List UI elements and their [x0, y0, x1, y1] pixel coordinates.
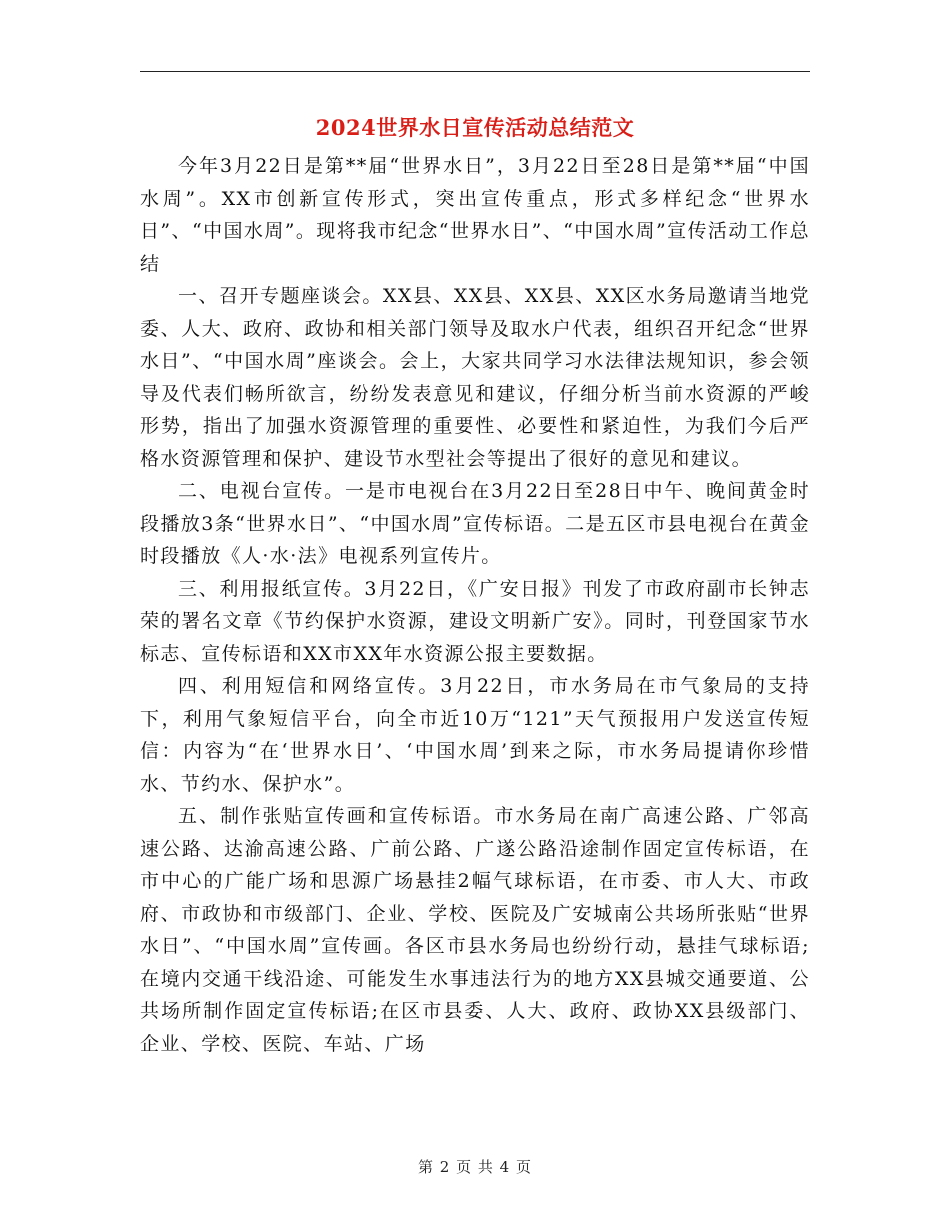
paragraph-intro: 今年3月22日是第**届“世界水日”，3月22日至28日是第**届“中国水周”。XX市创新宣传形式，突出宣传重点，形式多样纪念“世界水日”、“中国水周”。现将我市纪念“世界水日”、“中国水周”宣传活动工作总结	[140, 155, 810, 275]
paragraph-section-5: 五、制作张贴宣传画和宣传标语。市水务局在南广高速公路、广邻高速公路、达渝高速公路、广前公路、广遂公路沿途制作固定宣传标语，在市中心的广能广场和思源广场悬挂2幅气球标语，在市委、市人大、市政府、市政协和市级部门、企业、学校、医院及广安城南公共场所张贴“世界水日”、“中国水周”宣传画。各区市县水务局也纷纷行动，悬挂气球标语;在境内交通干线沿途、可能发生水事违法行为的地方XX县城交通要道、公共场所制作固定宣传标语;在区市县委、人大、政府、政协XX县级部门、企业、学校、医院、车站、广场	[140, 805, 810, 1055]
header-rule	[140, 71, 810, 72]
paragraph-section-3: 三、利用报纸宣传。3月22日，《广安日报》刊发了市政府副市长钟志荣的署名文章《节约保护水资源，建设文明新广安》。同时，刊登国家节水标志、宣传标语和XX市XX年水资源公报主要数据。	[140, 577, 810, 665]
paragraph-section-1: 一、召开专题座谈会。XX县、XX县、XX县、XX区水务局邀请当地党委、人大、政府、政协和相关部门领导及取水户代表，组织召开纪念“世界水日”、“中国水周”座谈会。会上，大家共同学习水法律法规知识，参会领导及代表们畅所欲言，纷纷发表意见和建议，仔细分析当前水资源的严峻形势，指出了加强水资源管理的重要性、必要性和紧迫性，为我们今后严格水资源管理和保护、建设节水型社会等提出了很好的意见和建议。	[140, 285, 810, 470]
document-title: 2024世界水日宣传活动总结范文	[315, 115, 635, 140]
document-body	[140, 150, 810, 1060]
paragraph-section-2: 二、电视台宣传。一是市电视台在3月22日至28日中午、晚间黄金时段播放3条“世界水日”、“中国水周”宣传标语。二是五区市县电视台在黄金时段播放《人·水·法》电视系列宣传片。	[140, 480, 810, 567]
page-number: 第 2 页 共 4 页	[418, 1158, 532, 1176]
paragraph-section-4: 四、利用短信和网络宣传。3月22日，市水务局在市气象局的支持下，利用气象短信平台，向全市近10万“121”天气预报用户发送宣传短信：内容为“在‘世界水日’、‘中国水周’到来之际，市水务局提请你珍惜水、节约水、保护水”。	[140, 675, 810, 795]
